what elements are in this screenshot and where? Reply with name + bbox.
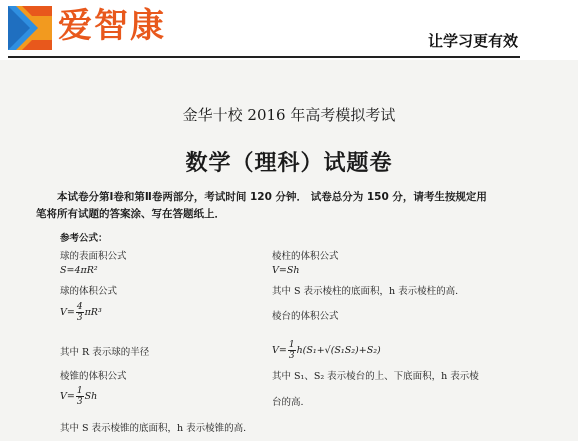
site-header (0, 0, 578, 60)
pyramid-prefix: V= (60, 391, 75, 402)
frustum-fraction (288, 340, 296, 361)
exam-title: 金华十校 2016 年高考模拟考试 (182, 106, 396, 124)
sphere-vol-den: 3 (76, 313, 83, 323)
intro-line-2: 笔将所有试题的答案涂、写在答题纸上． (36, 208, 225, 220)
frustum-prefix: V= (272, 345, 287, 356)
slogan: 让学习更有效 (427, 32, 518, 50)
frustum-suffix: h(S₁+√(S₁S₂)+S₂) (296, 345, 381, 356)
logo-icon (8, 6, 52, 50)
pyramid-fraction (76, 386, 84, 407)
pyramid-suffix: Sh (84, 391, 98, 402)
sphere-area-formula: S=4πR² (60, 265, 98, 276)
header-divider (8, 56, 520, 58)
frustum-num: 1 (288, 340, 295, 350)
sphere-volume-formula (60, 302, 102, 323)
sphere-volume-label: 球的体积公式 (60, 286, 118, 297)
frustum-note-1: 其中 S₁、S₂ 表示棱台的上、下底面积，h 表示棱 (272, 371, 479, 382)
sphere-vol-prefix: V= (60, 307, 75, 318)
sphere-vol-fraction (76, 302, 84, 323)
prism-volume-label: 棱柱的体积公式 (272, 251, 339, 262)
frustum-volume-label: 棱台的体积公式 (272, 311, 339, 322)
sphere-vol-suffix: πR³ (84, 307, 102, 318)
pyramid-volume-formula (60, 386, 97, 407)
prism-note: 其中 S 表示棱柱的底面积，h 表示棱柱的高. (272, 286, 459, 297)
frustum-note-2: 台的高. (272, 397, 304, 408)
frustum-volume-formula (272, 340, 381, 361)
exam-subtitle: 数学（理科）试题卷 (185, 150, 393, 176)
intro-line-1: 本试卷分第Ⅰ卷和第Ⅱ卷两部分，考试时间 120 分钟． 试卷总分为 150 分，请考生按规定用 (57, 191, 487, 203)
sphere-area-label: 球的表面积公式 (60, 251, 127, 262)
frustum-den: 3 (288, 351, 295, 361)
radius-note: 其中 R 表示球的半径 (60, 347, 150, 358)
sphere-vol-num: 4 (76, 302, 83, 312)
pyramid-note: 其中 S 表示棱锥的底面积，h 表示棱锥的高. (60, 423, 247, 434)
prism-volume-formula: V=Sh (272, 265, 300, 276)
pyramid-volume-label: 棱锥的体积公式 (60, 371, 127, 382)
reference-formulas-label: 参考公式： (60, 233, 108, 244)
pyramid-num: 1 (76, 386, 83, 396)
pyramid-den: 3 (76, 397, 83, 407)
brand-name: 爱智康 (58, 6, 166, 46)
